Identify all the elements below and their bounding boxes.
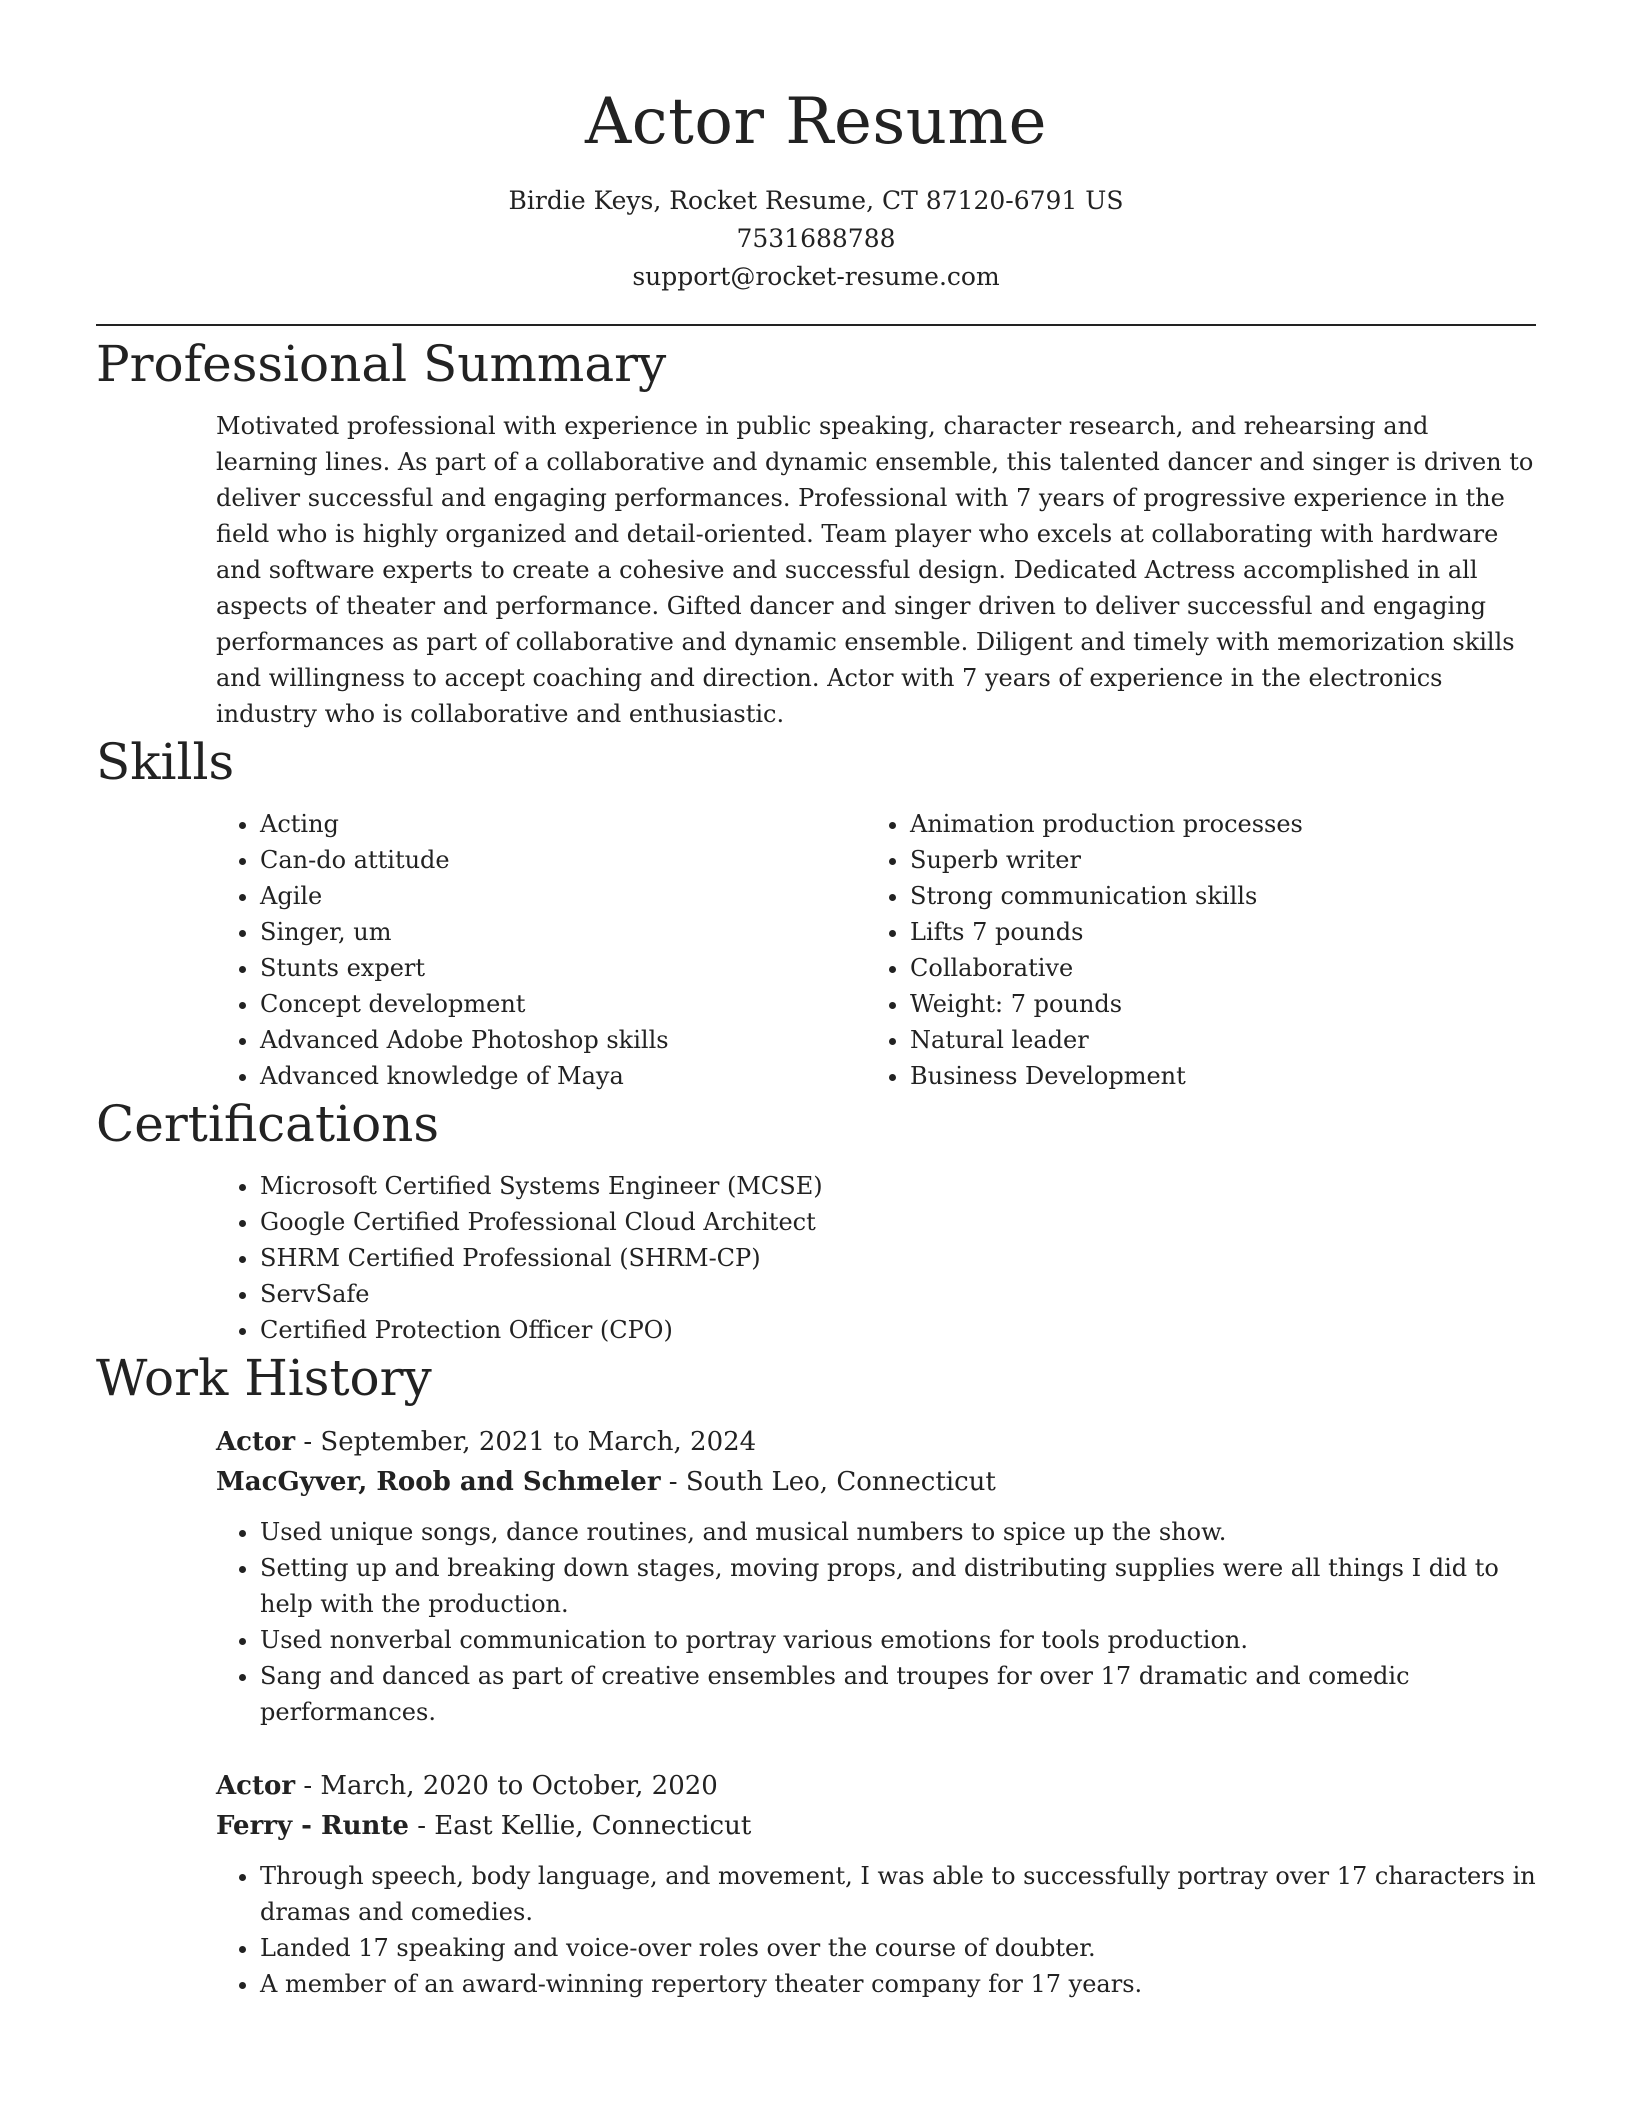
job-bullets: [216, 1858, 1536, 2002]
job-title: Actor: [216, 1426, 296, 1457]
skill-item: • Can-do attitude: [260, 842, 866, 878]
contact-block: [96, 182, 1536, 296]
job-bullet: • Sang and danced as part of creative ensembles and troupes for over 17 dramatic and comedic performances.: [260, 1658, 1536, 1730]
skill-item: • Animation production processes: [910, 806, 1516, 842]
certification-item: • ServSafe: [260, 1276, 1536, 1312]
contact-email: support@rocket-resume.com: [632, 261, 1000, 291]
skill-item: • Superb writer: [910, 842, 1516, 878]
job-bullet: • A member of an award-winning repertory theater company for 17 years.: [260, 1966, 1536, 2002]
skill-item: • Agile: [260, 878, 866, 914]
job-location: - South Leo, Connecticut: [660, 1466, 996, 1497]
job-bullet: • Setting up and breaking down stages, moving props, and distributing supplies were all things I did to help with the production.: [260, 1550, 1536, 1622]
skill-item: • Acting: [260, 806, 866, 842]
job-entry: [216, 1766, 1536, 2002]
certification-item: • SHRM Certified Professional (SHRM-CP): [260, 1240, 1536, 1276]
job-dates: - September, 2021 to March, 2024: [295, 1426, 757, 1457]
skills-columns: [216, 806, 1536, 1094]
skills-column-left: [216, 806, 866, 1094]
section-heading-summary: Professional Summary: [96, 334, 667, 393]
job-bullet: • Used unique songs, dance routines, and musical numbers to spice up the show.: [260, 1514, 1536, 1550]
resume-page: [96, 0, 1536, 2002]
skill-item: • Strong communication skills: [910, 878, 1516, 914]
skill-item: • Stunts expert: [260, 950, 866, 986]
job-title: Actor: [216, 1770, 296, 1801]
section-heading-certifications: Certifications: [96, 1094, 440, 1153]
job-location: - East Kellie, Connecticut: [408, 1810, 752, 1841]
certification-item: • Google Certified Professional Cloud Architect: [260, 1204, 1536, 1240]
job-bullets: [216, 1514, 1536, 1730]
certification-item: • Microsoft Certified Systems Engineer (MCSE): [260, 1168, 1536, 1204]
job-title-line: [216, 1766, 1536, 1806]
job-bullet: • Used nonverbal communication to portray various emotions for tools production.: [260, 1622, 1536, 1658]
section-heading-work-history: Work History: [96, 1348, 432, 1407]
job-bullet: • Through speech, body language, and movement, I was able to successfully portray over 17 characters in dramas and comedies.: [260, 1858, 1536, 1930]
job-company-line: [216, 1806, 1536, 1846]
certifications-list: [216, 1168, 1536, 1348]
skill-item: • Weight: 7 pounds: [910, 986, 1516, 1022]
job-company: MacGyver, Roob and Schmeler: [216, 1466, 661, 1497]
job-bullet: • Landed 17 speaking and voice-over roles over the course of doubter.: [260, 1930, 1536, 1966]
skill-item: • Business Development: [910, 1058, 1516, 1094]
contact-address: Birdie Keys, Rocket Resume, CT 87120-6791 US: [508, 185, 1124, 215]
job-dates: - March, 2020 to October, 2020: [295, 1770, 718, 1801]
certification-item: • Certified Protection Officer (CPO): [260, 1312, 1536, 1348]
job-company-line: [216, 1462, 1536, 1502]
summary-text: Motivated professional with experience in public speaking, character research, and rehearsing and learning lines. As part of a collaborative and dynamic ensemble, this talented dancer and singer is driven to deliver successful and engaging performances. Professional with 7 years of progressive experience in the field who is highly organized and detail-oriented. Team player who excels at collaborating with hardware and software experts to create a cohesive and successful design. Dedicated Actress accomplished in all aspects of theater and performance. Gifted dancer and singer driven to deliver successful and engaging performances as part of collaborative and dynamic ensemble. Diligent and timely with memorization skills and willingness to accept coaching and direction. Actor with 7 years of experience in the electronics industry who is collaborative and enthusiastic.: [216, 411, 1534, 728]
header-divider: [96, 324, 1536, 326]
skill-item: • Singer, um: [260, 914, 866, 950]
resume-header: [96, 0, 1536, 296]
job-title-line: [216, 1422, 1536, 1462]
contact-phone: 7531688788: [736, 223, 896, 253]
skill-item: • Collaborative: [910, 950, 1516, 986]
job-entry: [216, 1422, 1536, 1730]
resume-title: Actor Resume: [585, 85, 1047, 159]
section-heading-skills: Skills: [96, 732, 235, 791]
skill-item: • Natural leader: [910, 1022, 1516, 1058]
job-company: Ferry - Runte: [216, 1810, 409, 1841]
skill-item: • Advanced Adobe Photoshop skills: [260, 1022, 866, 1058]
skill-item: • Concept development: [260, 986, 866, 1022]
skill-item: • Lifts 7 pounds: [910, 914, 1516, 950]
skills-column-right: [866, 806, 1516, 1094]
skill-item: • Advanced knowledge of Maya: [260, 1058, 866, 1094]
